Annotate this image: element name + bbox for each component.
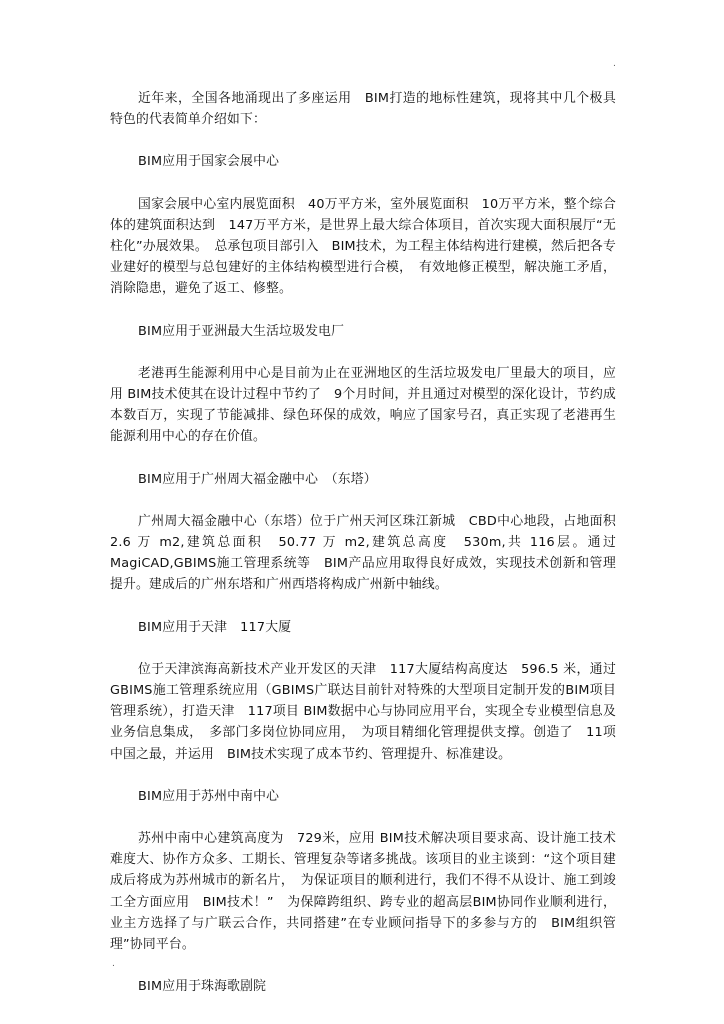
document-body: [110, 88, 616, 1019]
intro-paragraph: 近年来，全国各地涌现出了多座运用 BIM打造的地标性建筑，现将其中几个极具特色的代表简单介绍如下：: [110, 91, 616, 128]
page-corner-mark-top: .: [613, 59, 616, 69]
section-heading-zhuhai-opera-house: BIM应用于珠海歌剧院: [138, 979, 267, 995]
section-body-guangzhou-ctf-center: 广州周大福金融中心（东塔）位于广州天河区珠江新城 CBD中心地段，占地面积 2.6 万 m2,建筑总面积 50.77 万 m2,建筑总高度 530m,共 116层。通过 MagiCAD,GBIMS施工管理系统等 BIM产品应用取得良好成效，实现技术创新和管理提升。建成后的广州东塔和广州西塔将构成广州新中轴线。: [110, 513, 616, 593]
section-body-suzhou-zhongnan-center: 苏州中南中心建筑高度为 729米，应用 BIM技术解决项目要求高、设计施工技术难度大、协作方众多、工期长、管理复杂等诸多挑战。该项目的业主谈到：“这个项目建成后将成为苏州城市的新名片， 为保证项目的顺利进行，我们不得不从设计、施工到竣工全方面应用 BIM技术！” 为保障跨组织、跨专业的超高层BIM协同作业顺利进行，业主方选择了与广联云合作，共同搭建”在专业顾问指导下的多参与方的 BIM组织管理”协同平台。: [110, 831, 616, 953]
section-heading-suzhou-zhongnan-center: BIM应用于苏州中南中心: [138, 788, 280, 804]
section-heading-national-exhibition-center: BIM应用于国家会展中心: [138, 154, 280, 170]
section-body-tianjin-117: 位于天津滨海高新技术产业开发区的天津 117大厦结构高度达 596.5 米，通过 GBIMS施工管理系统应用（GBIMS广联达目前针对特殊的大型项目定制开发的BIM项目管理系统），打造天津 117项目 BIM数据中心与协同应用平台，实现全专业模型信息及业务信息集成， 多部门多岗位协同应用， 为项目精细化管理提供支撑。创造了 11项中国之最，并运用 BIM技术实现了成本节约、管理提升、标准建设。: [110, 661, 616, 762]
section-heading-guangzhou-ctf-center: BIM应用于广州周大福金融中心 （东塔）: [138, 471, 377, 487]
section-heading-tianjin-117: BIM应用于天津 117大厦: [138, 619, 292, 635]
section-heading-waste-power-plant: BIM应用于亚洲最大生活垃圾发电厂: [138, 323, 345, 339]
page-corner-mark-bottom: .: [112, 959, 115, 969]
section-body-national-exhibition-center: 国家会展中心室内展览面积 40万平方米，室外展览面积 10万平方米，整个综合体的建筑面积达到 147万平方米，是世界上最大综合体项目，首次实现大面积展厅“无柱化”办展效果。 总承包项目部引入 BIM技术，为工程主体结构进行建模，然后把各专业建好的模型与总包建好的主体结构模型进行合模， 有效地修正模型，解决施工矛盾，消除隐患，避免了返工、修整。: [110, 196, 616, 297]
section-body-waste-power-plant: 老港再生能源利用中心是目前为止在亚洲地区的生活垃圾发电厂里最大的项目，应用 BIM技术使其在设计过程中节约了 9个月时间，并且通过对模型的深化设计，节约成本数百万，实现了节能减排、绿色环保的成效，响应了国家号召，真正实现了老港再生能源利用中心的存在价值。: [110, 365, 616, 445]
